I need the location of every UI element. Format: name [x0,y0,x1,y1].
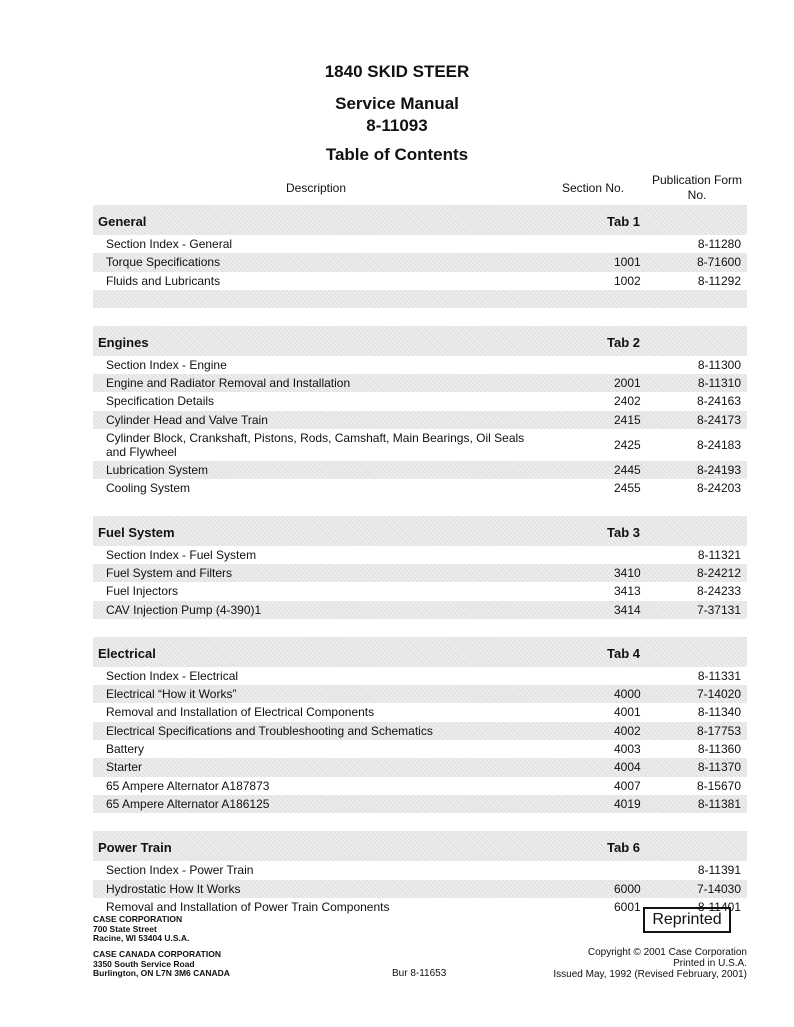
row-publication-number: 8-17753 [696,723,741,738]
toc-row [93,880,747,898]
row-section-number: 3414 [614,602,641,617]
toc-row [93,461,747,479]
row-description: Cylinder Head and Valve Train [106,412,268,427]
row-section-number: 3413 [614,584,641,599]
toc-row [93,253,747,271]
row-description: Section Index - Engine [106,357,227,372]
row-description: Cylinder Block, Crankshaft, Pistons, Rods, Camshaft, Main Bearings, Oil Seals and Flywheel [106,431,525,460]
row-section-number: 2001 [614,376,641,391]
toc-row [93,795,747,813]
row-section-number: 2415 [614,412,641,427]
toc-row [93,479,747,497]
copyright-notice: Copyright © 2001 Case Corporation [587,947,747,958]
group-gap [93,619,747,637]
row-section-number: 3410 [614,565,641,580]
row-publication-number: 8-11280 [697,237,741,251]
group-name: Power Train [98,840,172,856]
group-header [93,326,747,356]
row-description: Section Index - Fuel System [106,547,257,562]
row-section-number: 1002 [614,273,641,288]
row-section-number: 2425 [614,438,641,453]
group-name: Fuel System [98,524,175,540]
row-publication-number: 8-11331 [697,668,741,683]
toc-row [93,722,747,740]
toc-row [93,392,747,410]
row-section-number: 4001 [614,705,641,720]
row-description: Specification Details [106,394,215,409]
group-name: General [98,214,147,229]
row-description: Electrical “How it Works” [106,687,237,702]
group-name: Electrical [98,645,156,661]
group-tab: Tab 3 [607,524,640,540]
toc-row [93,601,747,619]
row-publication-number: 8-11401 [697,899,741,914]
toc-row [93,685,747,703]
manual-number: 8-11093 [366,116,428,135]
row-section-number: 4000 [614,687,641,702]
toc-group [93,637,747,813]
address-line: Burlington, ON L7N 3M6 CANADA [93,968,230,978]
row-description: Section Index - General [106,237,233,251]
row-section-number: 2445 [614,463,641,478]
row-publication-number: 8-24163 [696,394,741,409]
toc-group [93,516,747,619]
row-publication-number: 8-24173 [696,412,741,427]
row-description: Hydrostatic How It Works [106,881,241,896]
toc-group [93,205,747,308]
toc-row [93,582,747,600]
group-tab: Tab 4 [607,645,640,661]
row-description: Battery [106,742,145,757]
row-description: Lubrication System [106,463,209,478]
toc-row [93,758,747,776]
toc-group [93,831,747,916]
address-line: 700 State Street [93,923,157,934]
row-description: Electrical Specifications and Troubleshooting and Schematics [106,723,433,738]
toc-group [93,326,747,498]
group-header [93,205,747,235]
group-gap [93,498,747,516]
row-description: 65 Ampere Alternator A186125 [106,796,270,811]
toc-row [93,740,747,758]
row-description: Torque Specifications [106,255,221,270]
issued-notice: Issued May, 1992 (Revised February, 2001) [553,969,747,980]
manual-name: Service Manual [335,94,459,113]
toc-row [93,546,747,564]
case-corporation-address [93,915,189,944]
row-description: Fuel System and Filters [106,565,233,580]
row-section-number: 6000 [614,881,641,896]
row-section-number: 4004 [614,760,641,775]
group-tab: Tab 6 [607,840,640,856]
row-publication-number: 8-24212 [696,565,741,580]
toc-row [93,564,747,582]
address-line: CASE CORPORATION [93,914,183,924]
row-publication-number: 8-71600 [696,255,741,270]
reprinted-stamp: Reprinted [643,907,731,933]
row-section-number: 4019 [614,796,641,811]
row-section-number: 2455 [614,481,641,496]
row-publication-number: 7-14020 [696,687,741,702]
toc-row [93,374,747,392]
bur-number: Bur 8-11653 [392,968,447,979]
address-line: Racine, WI 53404 U.S.A. [93,933,190,943]
row-publication-number: 8-11300 [697,357,741,372]
printed-notice: Printed in U.S.A. [673,958,747,969]
row-publication-number: 8-11310 [697,376,741,391]
row-section-number: 4002 [614,723,641,738]
row-publication-number: 8-24193 [696,463,741,478]
toc-row [93,703,747,721]
toc-row [93,411,747,429]
row-section-number: 1001 [614,255,641,270]
row-description: Removal and Installation of Electrical Components [106,705,375,720]
row-publication-number: 8-15670 [696,778,741,793]
row-description: Fluids and Lubricants [106,273,221,288]
row-section-number: 4003 [614,742,641,757]
row-description: Section Index - Power Train [106,863,254,878]
row-publication-number: 8-11340 [697,705,741,720]
case-canada-address [93,950,230,979]
manual-title [0,93,794,137]
toc-row [93,667,747,685]
row-section-number: 6001 [614,899,641,914]
row-description: Section Index - Electrical [106,668,239,683]
group-gap [93,308,747,326]
row-publication-number: 7-14030 [696,881,741,896]
toc-row [93,356,747,374]
row-publication-number: 8-11292 [697,273,741,288]
document-title: 1840 SKID STEER [324,62,470,81]
row-publication-number: 8-11370 [697,760,741,775]
row-description: Starter [106,760,143,775]
column-header-publication: Publication Form No. [651,173,743,202]
group-header [93,637,747,667]
group-tab: Tab 2 [607,334,640,350]
row-publication-number: 8-24233 [696,584,741,599]
group-header [93,516,747,546]
address-line: CASE CANADA CORPORATION [93,949,221,959]
row-description: Removal and Installation of Power Train Components [106,899,390,914]
group-tab: Tab 1 [607,214,640,229]
toc-row [93,272,747,290]
row-description: Cooling System [106,481,191,496]
group-spacer [93,290,747,308]
row-publication-number: 8-11360 [697,742,741,757]
row-description: Fuel Injectors [106,584,179,599]
row-description: 65 Ampere Alternator A187873 [106,778,270,793]
row-publication-number: 8-11321 [697,547,741,562]
row-publication-number: 8-24203 [696,481,741,496]
row-publication-number: 7-37131 [696,602,741,617]
toc-row [93,429,747,461]
group-gap [93,813,747,831]
toc-row [93,235,747,253]
toc-row [93,861,747,879]
row-section-number: 4007 [614,778,641,793]
group-name: Engines [98,334,149,350]
group-header [93,831,747,861]
row-description: Engine and Radiator Removal and Installation [106,376,351,391]
column-header-description: Description [286,181,347,195]
toc-heading: Table of Contents [325,145,469,164]
table-of-contents [93,205,747,916]
address-line: 3350 South Service Road [93,958,195,969]
row-description: CAV Injection Pump (4-390)1 [106,602,262,617]
row-publication-number: 8-11381 [697,796,741,811]
row-section-number: 2402 [614,394,641,409]
toc-row [93,777,747,795]
column-header-section: Section No. [562,181,625,195]
row-publication-number: 8-11391 [697,863,741,878]
row-publication-number: 8-24183 [696,438,741,453]
